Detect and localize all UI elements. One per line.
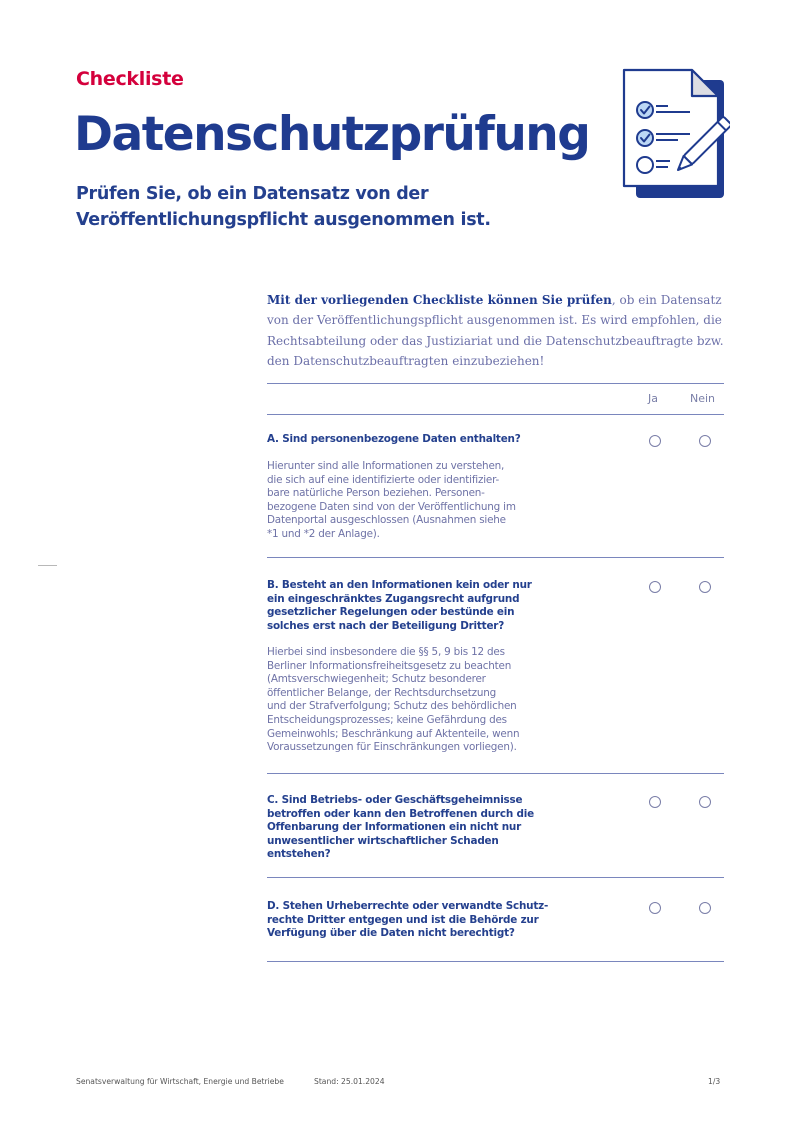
checklist-document-icon (620, 66, 730, 202)
desc-line: und der Strafverfolgung; Schutz des behördlichen (267, 700, 517, 713)
row-divider (267, 773, 724, 774)
question-a-description (267, 460, 567, 542)
title-line: entstehen? (267, 848, 331, 861)
column-header-nein: Nein (690, 392, 716, 405)
title-line: unwesentlicher wirtschaftlicher Schaden (267, 834, 499, 847)
fold-mark (38, 565, 57, 566)
desc-line: Entscheidungsprozesses; keine Gefährdung des (267, 713, 507, 726)
question-c-ja-radio[interactable] (649, 796, 661, 808)
document-kicker: Checkliste (76, 68, 184, 90)
question-a-nein-radio[interactable] (699, 435, 711, 447)
intro-bold-text: Mit der vorliegenden Checkliste können Sie prüfen (267, 293, 612, 307)
footer-date: Stand: 25.01.2024 (314, 1077, 385, 1086)
question-b-description (267, 646, 567, 755)
title-line: solches erst nach der Beteiligung Dritter? (267, 619, 505, 632)
question-b-title (267, 579, 567, 633)
intro-paragraph (267, 290, 725, 371)
intro-text: , ob ein Datensatz von der Veröffentlichungspflicht ausgenommen ist. Es wird empfohlen, die Rechtsabteilung oder das Justiziariat und die Datenschutzbeauftragte bzw. den Datenschutzbeauftragten einzubeziehen! (267, 293, 724, 368)
question-c-nein-radio[interactable] (699, 796, 711, 808)
subtitle-line-1: Prüfen Sie, ob ein Datensatz von der (76, 184, 429, 204)
page-title: Datenschutzprüfung (74, 107, 590, 162)
title-line: betroffen oder kann den Betroffenen durch die (267, 807, 534, 820)
question-a-ja-radio[interactable] (649, 435, 661, 447)
page-subtitle (76, 181, 491, 233)
table-bottom-rule (267, 961, 724, 962)
question-d-ja-radio[interactable] (649, 902, 661, 914)
title-line: Offenbarung der Informationen ein nicht nur (267, 821, 522, 834)
question-b-ja-radio[interactable] (649, 581, 661, 593)
question-b-nein-radio[interactable] (699, 581, 711, 593)
question-d-title (267, 900, 567, 941)
title-line: B. Besteht an den Informationen kein oder nur (267, 579, 532, 591)
desc-line: Berliner Informationsfreiheitsgesetz zu beachten (267, 659, 512, 672)
desc-line: bezogene Daten sind von der Veröffentlichung im (267, 500, 516, 513)
desc-line: (Amtsverschwiegenheit; Schutz besonderer (267, 673, 486, 686)
title-line: ein eingeschränktes Zugangsrecht aufgrund (267, 592, 520, 605)
question-c-title (267, 794, 567, 862)
desc-line: die sich auf eine identifizierte oder identifizier- (267, 473, 500, 486)
desc-line: Hierunter sind alle Informationen zu verstehen, (267, 460, 505, 472)
question-d-nein-radio[interactable] (699, 902, 711, 914)
column-header-ja: Ja (648, 392, 658, 405)
row-divider (267, 557, 724, 558)
title-line: D. Stehen Urheberrechte oder verwandte Schutz- (267, 900, 549, 912)
title-line: C. Sind Betriebs- oder Geschäftsgeheimnisse (267, 794, 523, 806)
table-header-rule (267, 414, 724, 415)
question-a-title: A. Sind personenbezogene Daten enthalten? (267, 433, 521, 445)
footer-page-number: 1/3 (708, 1077, 721, 1086)
row-divider (267, 877, 724, 878)
title-line: rechte Dritter entgegen und ist die Behörde zur (267, 913, 539, 926)
desc-line: Voraussetzungen für Einschränkungen vorliegen). (267, 741, 517, 754)
desc-line: Hierbei sind insbesondere die §§ 5, 9 bis 12 des (267, 646, 505, 658)
title-line: gesetzlicher Regelungen oder bestünde ein (267, 606, 515, 619)
subtitle-line-2: Veröffentlichungspflicht ausgenommen ist. (76, 210, 491, 230)
title-line: Verfügung über die Daten nicht berechtigt? (267, 927, 515, 940)
desc-line: Gemeinwohls; Beschränkung auf Aktenteile, wenn (267, 727, 520, 740)
desc-line: bare natürliche Person beziehen. Personen- (267, 487, 485, 500)
desc-line: *1 und *2 der Anlage). (267, 527, 380, 540)
table-top-rule (267, 383, 724, 384)
footer-organization: Senatsverwaltung für Wirtschaft, Energie und Betriebe (76, 1077, 284, 1086)
desc-line: öffentlicher Belange, der Rechtsdurchsetzung (267, 686, 497, 699)
desc-line: Datenportal ausgeschlossen (Ausnahmen siehe (267, 514, 506, 527)
